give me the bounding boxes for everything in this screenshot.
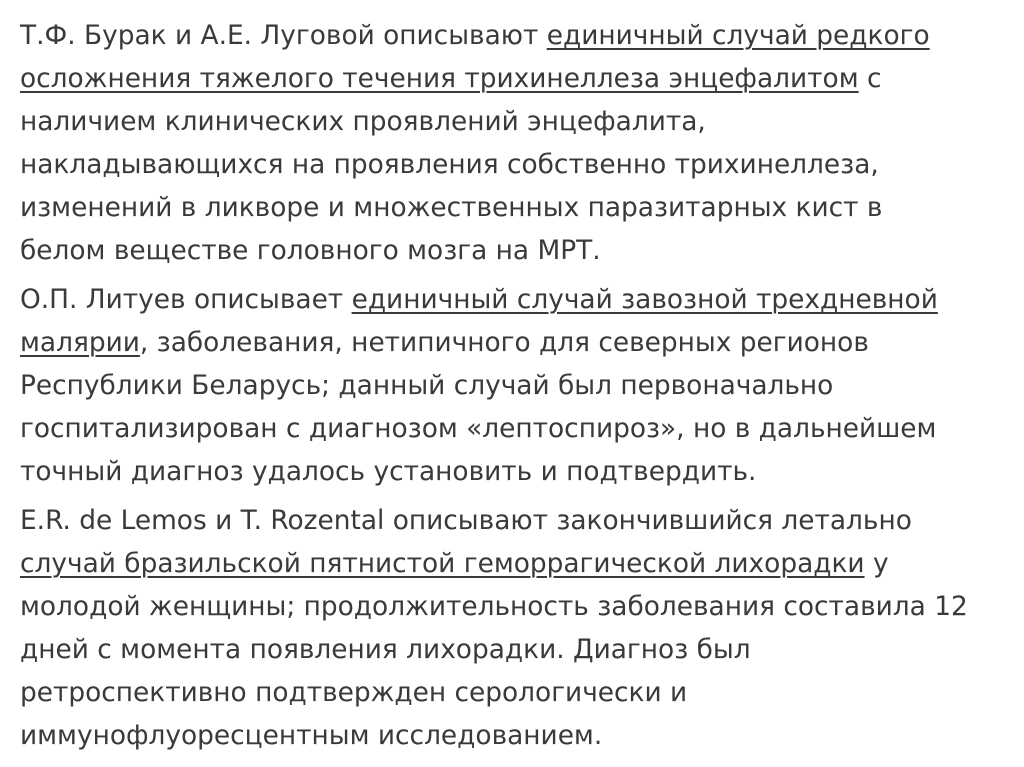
line-text: точный диагноз удалось установить и подтвердить. — [20, 456, 757, 487]
line-text: дней с момента появления лихорадки. Диагноз был — [20, 634, 751, 665]
underlined-text: случай бразильской пятнистой геморрагической лихорадки — [20, 548, 865, 579]
underlined-text: малярии — [20, 327, 140, 358]
underlined-text: осложнения тяжелого течения трихинеллеза энцефалитом — [20, 63, 859, 94]
text-line — [20, 143, 1010, 186]
text-line — [20, 499, 1010, 542]
paragraph-spotted-fever-case — [20, 499, 1010, 757]
line-text: Республики Беларусь; данный случай был первоначально — [20, 370, 834, 401]
paragraph-trichinellosis-case — [20, 14, 1010, 272]
line-text-after: у — [864, 548, 889, 579]
text-line — [20, 321, 1010, 364]
text-line — [20, 100, 1010, 143]
text-line — [20, 407, 1010, 450]
underlined-text: единичный случай завозной трехдневной — [351, 284, 938, 315]
line-text: изменений в ликворе и множественных паразитарных кист в — [20, 192, 883, 223]
text-line — [20, 14, 1010, 57]
paragraph-malaria-case — [20, 278, 1010, 493]
line-text-after: , заболевания, нетипичного для северных регионов — [139, 327, 869, 358]
text-line — [20, 671, 1010, 714]
text-line — [20, 229, 1010, 272]
line-text: иммунофлуоресцентным исследованием. — [20, 720, 603, 751]
text-line — [20, 186, 1010, 229]
text-line — [20, 450, 1010, 493]
text-line — [20, 585, 1010, 628]
line-text: госпитализирован с диагнозом «лептоспироз», но в дальнейшем — [20, 413, 937, 444]
line-text: накладывающихся на проявления собственно трихинеллеза, — [20, 149, 879, 180]
text-line — [20, 57, 1010, 100]
line-text: ретроспективно подтвержден серологически и — [20, 677, 688, 708]
text-line — [20, 364, 1010, 407]
line-text-after: с — [858, 63, 882, 94]
slide-text-body — [20, 14, 1010, 763]
line-text: E.R. de Lemos и T. Rozental описывают закончившийся летально — [20, 505, 912, 536]
text-line — [20, 628, 1010, 671]
underlined-text: единичный случай редкого — [546, 20, 930, 51]
line-text: молодой женщины; продолжительность заболевания составила 12 — [20, 591, 968, 622]
text-line — [20, 278, 1010, 321]
line-text: наличием клинических проявлений энцефалита, — [20, 106, 706, 137]
line-text: Т.Ф. Бурак и А.Е. Луговой описывают — [20, 20, 547, 51]
text-line — [20, 542, 1010, 585]
text-line — [20, 714, 1010, 757]
line-text: белом веществе головного мозга на МРТ. — [20, 235, 601, 266]
line-text: О.П. Литуев описывает — [20, 284, 352, 315]
